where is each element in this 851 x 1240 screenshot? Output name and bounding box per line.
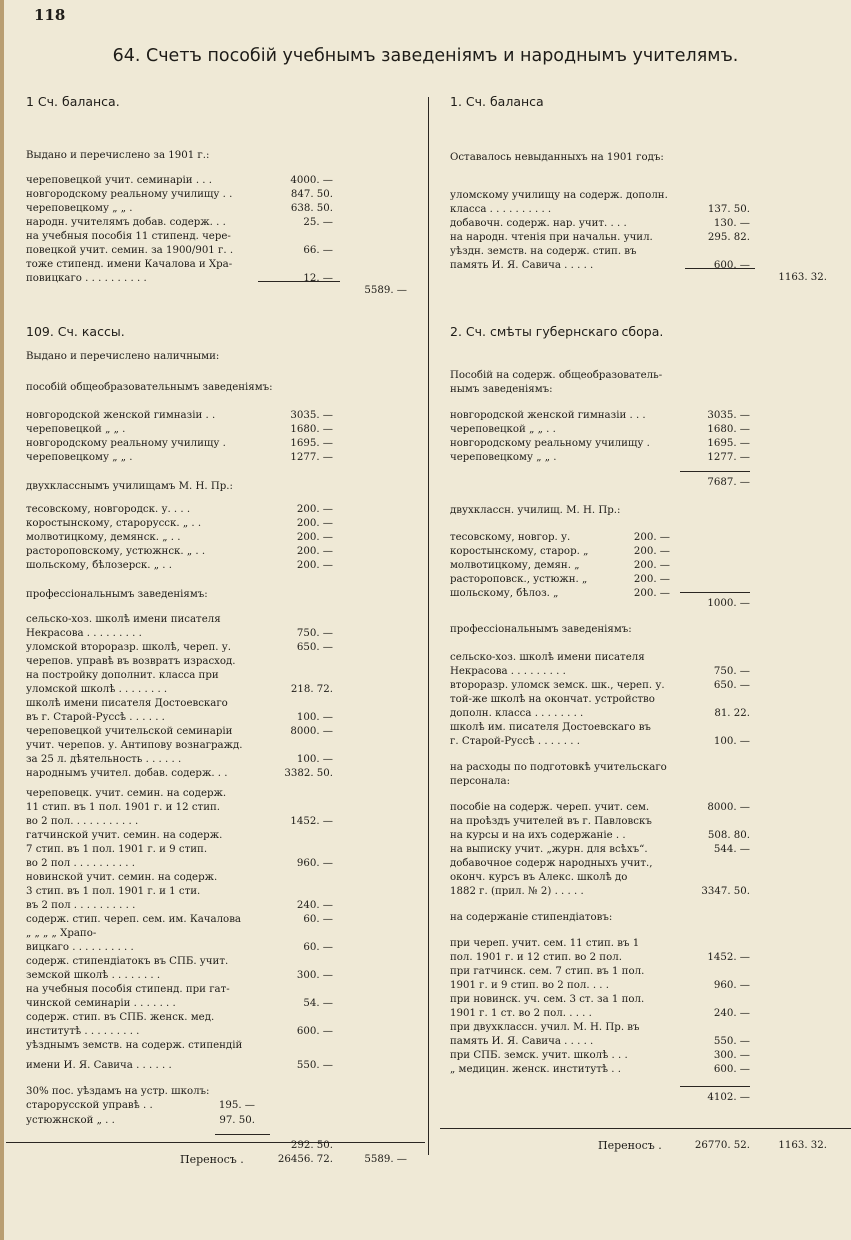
subtotal-rule: [680, 592, 750, 593]
entry-text: новгородскому реальному училищу .: [26, 438, 226, 449]
entry-text: дополн. класса . . . . . . . .: [450, 708, 584, 719]
entry-text: на учебныя пособія стипенд. при гат-: [26, 984, 230, 995]
entry-text: народн. учителямъ добав. содерж. . .: [26, 217, 226, 228]
entry-text: шольскому, бѣлозерск. „ . .: [26, 560, 172, 571]
entry-amount: 300. —: [296, 970, 333, 981]
entry-amount: 600. —: [713, 1064, 750, 1075]
entry-text: персонала:: [450, 776, 511, 787]
entry-text: Некрасова . . . . . . . . .: [26, 628, 142, 639]
entry-text: повицкаго . . . . . . . . . .: [26, 273, 147, 284]
entry-amount: 100. —: [296, 754, 333, 765]
entry-text: новгородскому реальному училищу . .: [26, 189, 233, 200]
entry-amount: 200. —: [296, 504, 333, 515]
entry-amount: 54. —: [303, 998, 333, 1009]
entry-text: „ „ „ „ Храпо-: [26, 928, 97, 939]
entry-amount: 137. 50.: [707, 204, 750, 215]
entry-text: при новинск. уч. сем. 3 ст. за 1 пол.: [450, 994, 645, 1005]
subtotal-rule: [685, 268, 755, 269]
entry-text: пособіе на содерж. череп. учит. сем.: [450, 802, 650, 813]
entry-text: той-же школѣ на окончат. устройство: [450, 694, 655, 705]
entry-text: 1901 г. и 9 стип. во 2 пол. . . .: [450, 980, 610, 991]
entry-text: сельско-хоз. школѣ имени писателя: [450, 652, 645, 663]
entry-text: во 2 пол . . . . . . . . . .: [26, 858, 135, 869]
entry-text: содерж. стип. череп. сем. им. Качалова: [26, 914, 241, 925]
entry-text: пособій общеобразовательнымъ заведеніямъ:: [26, 382, 273, 393]
entry-amount: 3347. 50.: [701, 886, 750, 897]
entry-amount: 81. 22.: [714, 708, 750, 719]
entry-text: Оставалось невыданныхъ на 1901 годъ:: [450, 152, 664, 163]
entry-text: на постройку дополнит. класса при: [26, 670, 219, 681]
entry-text: гатчинской учит. семин. на содерж.: [26, 830, 223, 841]
entry-text: двухкласснымъ училищамъ М. Н. Пр.:: [26, 481, 233, 492]
entry-amount: 960. —: [713, 980, 750, 991]
subtotal-rule: [680, 1086, 750, 1087]
entry-text: класса . . . . . . . . . .: [450, 204, 552, 215]
section-heading: 109. Сч. кассы.: [26, 324, 125, 339]
entry-amount: 218. 72.: [290, 684, 333, 695]
entry-text: 7 стип. въ 1 пол. 1901 г. и 9 стип.: [26, 844, 208, 855]
entry-amount: 1452. —: [707, 952, 750, 963]
entry-text: въ 2 пол . . . . . . . . . .: [26, 900, 136, 911]
entry-text: институтѣ . . . . . . . . .: [26, 1026, 140, 1037]
entry-amount: 8000. —: [707, 802, 750, 813]
entry-text: череповецкому „ „ .: [450, 452, 557, 463]
entry-text: Выдано и перечислено наличными:: [26, 351, 220, 362]
entry-amount: 240. —: [296, 900, 333, 911]
entry-text: уломской школѣ . . . . . . . .: [26, 684, 168, 695]
entry-text: во 2 пол. . . . . . . . . . .: [26, 816, 139, 827]
entry-text: содерж. стипендіатокъ въ СПБ. учит.: [26, 956, 229, 967]
entry-text: уломской второразр. школѣ, череп. у.: [26, 642, 231, 653]
entry-text: на народн. чтенія при начальн. учил.: [450, 232, 653, 243]
entry-amount: 1680. —: [290, 424, 333, 435]
entry-amount: 60. —: [303, 914, 333, 925]
entry-amount: 600. —: [713, 260, 750, 271]
subtotal-rule: [258, 281, 340, 282]
entry-text: на расходы по подготовкѣ учительскаго: [450, 762, 667, 773]
entry-amount: 1680. —: [707, 424, 750, 435]
entry-text: тесовскому, новгор. у.: [450, 532, 571, 543]
subtotal-rule: [215, 1134, 270, 1135]
entry-text: коростынскому, старор. „: [450, 546, 589, 557]
section-heading: 2. Сч. смѣты губернскаго сбора.: [450, 324, 664, 339]
entry-text: старорусской управѣ . .: [26, 1100, 153, 1111]
entry-text: при СПБ. земск. учит. школѣ . . .: [450, 1050, 628, 1061]
entry-amount: 544. —: [713, 844, 750, 855]
entry-text: содерж. стип. въ СПБ. женск. мед.: [26, 1012, 215, 1023]
carry-label: Переносъ .: [180, 1153, 244, 1166]
entry-text: уѣздн. земств. на содерж. стип. въ: [450, 246, 637, 257]
entry-text: череповецкой учительской семинаріи: [26, 726, 233, 737]
entry-amount: 66. —: [303, 245, 333, 256]
entry-text: земской школѣ . . . . . . . .: [26, 970, 161, 981]
entry-text: профессіональнымъ заведеніямъ:: [26, 589, 208, 600]
entry-amount: 750. —: [713, 666, 750, 677]
entry-text: 1882 г. (прил. № 2) . . . . .: [450, 886, 584, 897]
entry-text: Выдано и перечислено за 1901 г.:: [26, 150, 210, 161]
entry-text: на выписку учит. „журн. для всѣхъ“.: [450, 844, 648, 855]
entry-text: 30% пос. уѣздамъ на устр. школъ:: [26, 1086, 210, 1097]
entry-text: на проѣздъ учителей въ г. Павловскъ: [450, 816, 652, 827]
entry-amount: 847. 50.: [290, 189, 333, 200]
entry-text: „ медицин. женск. институтѣ . .: [450, 1064, 621, 1075]
subtotal-amount: 1000. —: [707, 598, 750, 609]
section-heading: 1. Сч. баланса: [450, 94, 544, 109]
entry-text: профессіональнымъ заведеніямъ:: [450, 624, 632, 635]
entry-text: на курсы и на ихъ содержаніе . .: [450, 830, 626, 841]
entry-text: Некрасова . . . . . . . . .: [450, 666, 566, 677]
entry-amount: 200. —: [296, 546, 333, 557]
entry-text: память И. Я. Савича . . . . .: [450, 1036, 594, 1047]
entry-text: оконч. курсъ въ Алекс. школѣ до: [450, 872, 628, 883]
subtotal-amount: 7687. —: [707, 477, 750, 488]
entry-text: при череп. учит. сем. 11 стип. въ 1: [450, 938, 640, 949]
entry-amount: 650. —: [713, 680, 750, 691]
entry-text: молвотицкому, демянск. „ . .: [26, 532, 181, 543]
entry-text: уѣзднымъ земств. на содерж. стипендій: [26, 1040, 243, 1051]
section-heading: 1 Сч. баланса.: [26, 94, 120, 109]
entry-subamount: 200. —: [633, 532, 670, 543]
entry-amount: 130. —: [713, 218, 750, 229]
subtotal-amount: 4102. —: [707, 1092, 750, 1103]
entry-amount: 60. —: [303, 942, 333, 953]
subtotal-rule: [680, 471, 750, 472]
entry-text: память И. Я. Савича . . . . .: [450, 260, 594, 271]
entry-text: на содержаніе стипендіатовъ:: [450, 912, 613, 923]
entry-text: второразр. уломск земск. шк., череп. у.: [450, 680, 665, 691]
entry-text: въ г. Старой-Руссѣ . . . . . .: [26, 712, 165, 723]
entry-text: череповецкому „ „ .: [26, 452, 133, 463]
entry-amount: 295. 82.: [707, 232, 750, 243]
entry-text: учит. черепов. у. Антипову вознагражд.: [26, 740, 243, 751]
entry-amount: 1277. —: [707, 452, 750, 463]
entry-text: уломскому училищу на содерж. дополн.: [450, 190, 668, 201]
left-column: [0, 0, 425, 1240]
entry-subamount: 200. —: [633, 546, 670, 557]
entry-amount: 550. —: [296, 1060, 333, 1071]
entry-text: школѣ им. писателя Достоевскаго въ: [450, 722, 651, 733]
subtotal-amount: 292. 50.: [290, 1140, 333, 1151]
entry-text: молвотицкому, демян. „: [450, 560, 580, 571]
entry-subamount: 200. —: [633, 574, 670, 585]
subtotal-amount: 1163. 32.: [778, 272, 827, 283]
entry-text: череповецкой учит. семинаріи . . .: [26, 175, 213, 186]
entry-text: шольскому, бѣлоз. „: [450, 588, 559, 599]
subtotal-amount: 5589. —: [364, 285, 407, 296]
entry-amount: 750. —: [296, 628, 333, 639]
carry-label: Переносъ .: [598, 1139, 662, 1152]
entry-amount: 12. —: [303, 273, 333, 284]
entry-amount: 638. 50.: [290, 203, 333, 214]
entry-amount: 200. —: [296, 532, 333, 543]
entry-text: череповецк. учит. семин. на содерж.: [26, 788, 227, 799]
entry-text: чинской семинаріи . . . . . . .: [26, 998, 176, 1009]
entry-amount: 600. —: [296, 1026, 333, 1037]
carry-amount: 26456. 72.: [277, 1154, 333, 1165]
entry-text: новинской учит. семин. на содерж.: [26, 872, 218, 883]
entry-text: г. Старой-Руссѣ . . . . . . .: [450, 736, 580, 747]
entry-text: пол. 1901 г. и 12 стип. во 2 пол.: [450, 952, 622, 963]
right-column: [426, 0, 851, 1240]
entry-subamount: 195. —: [218, 1100, 255, 1111]
entry-amount: 100. —: [296, 712, 333, 723]
entry-amount: 3035. —: [290, 410, 333, 421]
entry-text: коростынскому, старорусск. „ . .: [26, 518, 202, 529]
carry-total: 1163. 32.: [778, 1140, 827, 1151]
carry-amount: 26770. 52.: [694, 1140, 750, 1151]
entry-text: 3 стип. въ 1 пол. 1901 г. и 1 сти.: [26, 886, 201, 897]
entry-amount: 550. —: [713, 1036, 750, 1047]
entry-amount: 3035. —: [707, 410, 750, 421]
entry-text: новгородской женской гимназіи . . .: [450, 410, 646, 421]
entry-text: новгородской женской гимназіи . .: [26, 410, 216, 421]
entry-text: 1901 г. 1 ст. во 2 пол. . . . .: [450, 1008, 592, 1019]
entry-amount: 200. —: [296, 518, 333, 529]
entry-amount: 1695. —: [290, 438, 333, 449]
entry-text: народнымъ учител. добав. содерж. . .: [26, 768, 228, 779]
entry-amount: 200. —: [296, 560, 333, 571]
entry-text: вицкаго . . . . . . . . . .: [26, 942, 134, 953]
entry-text: растороповскому, устюжнск. „ . .: [26, 546, 206, 557]
entry-amount: 650. —: [296, 642, 333, 653]
entry-text: новгородскому реальному училищу .: [450, 438, 650, 449]
entry-amount: 25. —: [303, 217, 333, 228]
entry-text: добавочн. содерж. нар. учит. . . .: [450, 218, 627, 229]
entry-amount: 3382. 50.: [284, 768, 333, 779]
entry-text: устюжнской „ . .: [26, 1115, 115, 1126]
entry-text: при двухклассн. учил. М. Н. Пр. въ: [450, 1022, 640, 1033]
page-number: 118: [34, 6, 66, 24]
entry-amount: 508. 80.: [707, 830, 750, 841]
entry-amount: 4000. —: [290, 175, 333, 186]
entry-text: двухклассн. училищ. М. Н. Пр.:: [450, 505, 621, 516]
entry-amount: 960. —: [296, 858, 333, 869]
entry-text: сельско-хоз. школѣ имени писателя: [26, 614, 221, 625]
entry-text: Пособій на содерж. общеобразователь-: [450, 370, 663, 381]
entry-text: череповецкой „ „ . .: [450, 424, 556, 435]
carry-rule: [440, 1128, 851, 1129]
entry-text: при гатчинск. сем. 7 стип. въ 1 пол.: [450, 966, 645, 977]
entry-text: череповецкому „ „ .: [26, 203, 133, 214]
entry-text: повецкой учит. семин. за 1900/901 г. .: [26, 245, 234, 256]
entry-amount: 8000. —: [290, 726, 333, 737]
entry-text: школѣ имени писателя Достоевскаго: [26, 698, 228, 709]
entry-text: 11 стип. въ 1 пол. 1901 г. и 12 стип.: [26, 802, 221, 813]
entry-text: на учебныя пособія 11 стипенд. чере-: [26, 231, 231, 242]
entry-text: череповецкой „ „ .: [26, 424, 126, 435]
entry-text: нымъ заведеніямъ:: [450, 384, 553, 395]
entry-text: черепов. управѣ въ возвратъ израсход.: [26, 656, 236, 667]
entry-amount: 1452. —: [290, 816, 333, 827]
entry-amount: 300. —: [713, 1050, 750, 1061]
entry-amount: 1277. —: [290, 452, 333, 463]
carry-rule: [6, 1142, 425, 1143]
entry-amount: 100. —: [713, 736, 750, 747]
carry-total: 5589. —: [364, 1154, 407, 1165]
entry-subamount: 97. 50.: [219, 1115, 255, 1126]
entry-subamount: 200. —: [633, 560, 670, 571]
entry-text: добавочное содерж народныхъ учит.,: [450, 858, 653, 869]
entry-subamount: 200. —: [633, 588, 670, 599]
entry-amount: 1695. —: [707, 438, 750, 449]
entry-text: тоже стипенд. имени Качалова и Хра-: [26, 259, 233, 270]
entry-text: тесовскому, новгородск. у. . . .: [26, 504, 191, 515]
entry-text: растороповск., устюжн. „: [450, 574, 588, 585]
page-title: 64. Счетъ пособій учебнымъ заведеніямъ и народнымъ учителямъ.: [112, 46, 739, 66]
entry-text: за 25 л. дѣятельность . . . . . .: [26, 754, 182, 765]
entry-amount: 240. —: [713, 1008, 750, 1019]
entry-text: имени И. Я. Савича . . . . . .: [26, 1060, 172, 1071]
